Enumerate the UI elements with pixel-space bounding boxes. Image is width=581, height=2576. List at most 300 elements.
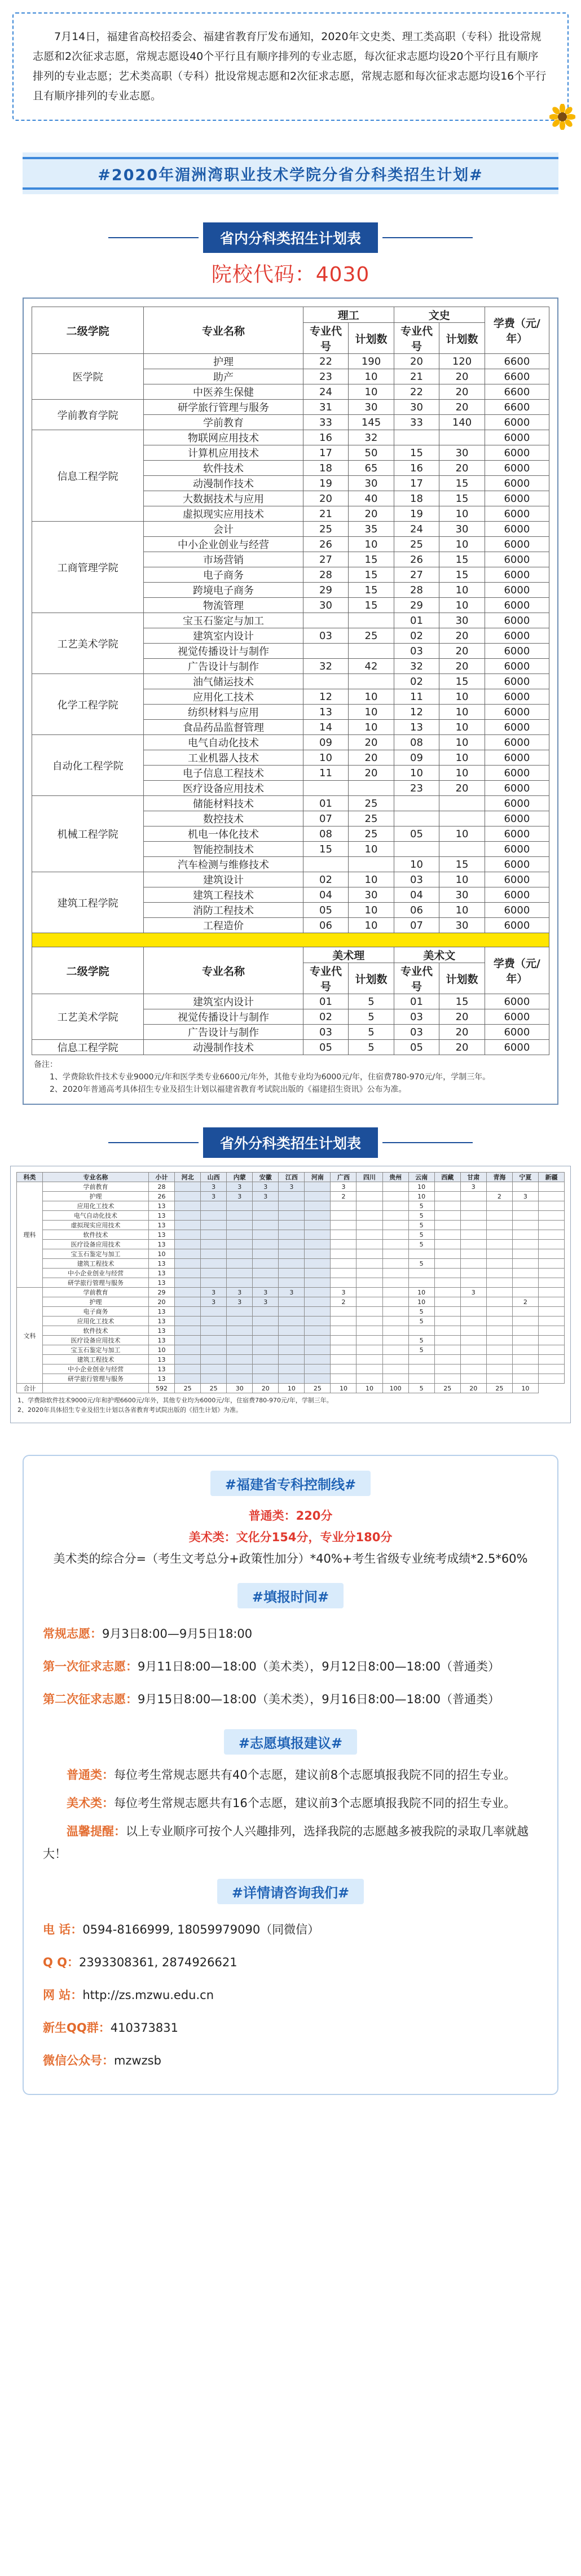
out-cell bbox=[175, 1297, 201, 1307]
out-cell bbox=[434, 1326, 460, 1336]
out-cell bbox=[460, 1307, 486, 1317]
out-cell bbox=[227, 1326, 253, 1336]
plan-fee: 6000 bbox=[485, 735, 549, 750]
plan-lit-code: 15 bbox=[394, 445, 439, 461]
out-cell: 13 bbox=[148, 1278, 174, 1288]
out-cell bbox=[331, 1317, 356, 1326]
plan-sci-code: 11 bbox=[303, 766, 349, 781]
out-cell bbox=[175, 1192, 201, 1201]
out-cell bbox=[175, 1269, 201, 1278]
out-cell bbox=[175, 1221, 201, 1230]
plan-major: 电气自动化技术 bbox=[144, 735, 303, 750]
out-cell: 13 bbox=[148, 1221, 174, 1230]
advice-value: 每位考生常规志愿共有40个志愿，建议前8个志愿填报我院不同的招生专业。 bbox=[114, 1768, 516, 1782]
out-cell bbox=[512, 1374, 538, 1384]
advice-row bbox=[43, 1764, 538, 1786]
plan-sci-code: 15 bbox=[303, 842, 349, 857]
plan-sci-code bbox=[303, 644, 349, 659]
out-cell bbox=[434, 1364, 460, 1374]
plan-lit-count: 10 bbox=[439, 903, 485, 918]
plan-major: 视觉传播设计与制作 bbox=[144, 644, 303, 659]
plan-sci-code: 17 bbox=[303, 445, 349, 461]
out-cell bbox=[538, 1278, 564, 1288]
plan-fee: 6000 bbox=[485, 628, 549, 644]
out-major: 中小企业创业与经营 bbox=[43, 1364, 149, 1374]
plan-lit-code: 33 bbox=[394, 415, 439, 430]
contact-value: 410373831 bbox=[110, 2021, 178, 2035]
art-plan-lit-code: 01 bbox=[394, 994, 439, 1009]
out-cell: 5 bbox=[408, 1336, 434, 1345]
plan-major: 工程造价 bbox=[144, 918, 303, 933]
out-cell bbox=[538, 1259, 564, 1269]
out-row bbox=[17, 1297, 565, 1307]
in-province-plan-frame bbox=[23, 298, 558, 1105]
plan-sci-code: 19 bbox=[303, 476, 349, 491]
out-col-header: 西藏 bbox=[434, 1173, 460, 1182]
out-major: 中小企业创业与经营 bbox=[43, 1269, 149, 1278]
plan-lit-count: 15 bbox=[439, 552, 485, 567]
out-row bbox=[17, 1230, 565, 1240]
out-row bbox=[17, 1201, 565, 1211]
plan-major: 物联网应用技术 bbox=[144, 430, 303, 445]
plan-fee: 6000 bbox=[485, 887, 549, 903]
out-cell bbox=[382, 1317, 408, 1326]
out-major: 虚拟现实应用技术 bbox=[43, 1221, 149, 1230]
out-cell bbox=[382, 1259, 408, 1269]
out-cell bbox=[538, 1374, 564, 1384]
out-cell bbox=[512, 1211, 538, 1221]
out-cell bbox=[460, 1278, 486, 1288]
plan-fee: 6000 bbox=[485, 796, 549, 811]
out-cell bbox=[538, 1211, 564, 1221]
out-cell bbox=[201, 1307, 227, 1317]
out-cell: 13 bbox=[148, 1307, 174, 1317]
advice-value: 每位考生常规志愿共有16个志愿，建议前3个志愿填报我院不同的招生专业。 bbox=[114, 1796, 516, 1810]
note-1: 1、学费除软件技术专业9000元/年和医学类专业6600元/年外，其他专业均为6000元/年，住宿费780-970元/年，学制三年。 bbox=[50, 1073, 491, 1082]
advice-label: 温馨提醒： bbox=[67, 1825, 126, 1838]
out-cell bbox=[356, 1221, 382, 1230]
plan-major: 建筑工程技术 bbox=[144, 887, 303, 903]
plan-sci-count: 25 bbox=[349, 811, 394, 826]
out-cell bbox=[486, 1307, 512, 1317]
out-cell bbox=[538, 1182, 564, 1192]
art-plan-sci-count: 5 bbox=[349, 1025, 394, 1040]
out-cell bbox=[538, 1326, 564, 1336]
out-cell bbox=[382, 1374, 408, 1384]
out-cell bbox=[382, 1345, 408, 1355]
out-cell bbox=[434, 1288, 460, 1297]
out-major: 医疗设备应用技术 bbox=[43, 1240, 149, 1249]
art-col-lit-count: 计划数 bbox=[439, 963, 485, 994]
out-total-cell: 10 bbox=[279, 1384, 305, 1393]
out-cell bbox=[279, 1336, 305, 1345]
plan-sci-count bbox=[349, 781, 394, 796]
plan-sci-count: 32 bbox=[349, 430, 394, 445]
plan-sci-count: 10 bbox=[349, 537, 394, 552]
out-cell bbox=[279, 1278, 305, 1288]
plan-lit-count: 10 bbox=[439, 506, 485, 522]
out-row bbox=[17, 1345, 565, 1355]
out-cell bbox=[253, 1240, 279, 1249]
out-cell bbox=[175, 1317, 201, 1326]
plan-sci-count bbox=[349, 613, 394, 628]
plan-fee: 6000 bbox=[485, 644, 549, 659]
col-college: 二级学院 bbox=[32, 307, 144, 354]
out-cell bbox=[201, 1336, 227, 1345]
out-cell bbox=[486, 1326, 512, 1336]
out-cell: 5 bbox=[408, 1201, 434, 1211]
plan-lit-count: 15 bbox=[439, 674, 485, 689]
out-cell bbox=[486, 1355, 512, 1364]
plan-sci-code: 25 bbox=[303, 522, 349, 537]
plan-fee: 6600 bbox=[485, 400, 549, 415]
out-cell bbox=[512, 1364, 538, 1374]
out-cell: 3 bbox=[227, 1182, 253, 1192]
plan-major: 智能控制技术 bbox=[144, 842, 303, 857]
out-cell bbox=[486, 1374, 512, 1384]
plan-fee: 6000 bbox=[485, 567, 549, 583]
out-cell bbox=[434, 1307, 460, 1317]
plan-sci-count: 50 bbox=[349, 445, 394, 461]
out-cell bbox=[305, 1211, 331, 1221]
out-cell bbox=[486, 1230, 512, 1240]
art-plan-major: 建筑室内设计 bbox=[144, 994, 303, 1009]
out-cell bbox=[356, 1317, 382, 1326]
plan-fee: 6000 bbox=[485, 476, 549, 491]
out-cell bbox=[331, 1259, 356, 1269]
contact-row bbox=[43, 1946, 538, 1979]
plan-lit-code: 02 bbox=[394, 674, 439, 689]
art-plan-fee: 6000 bbox=[485, 994, 549, 1009]
out-cell bbox=[356, 1278, 382, 1288]
out-cell bbox=[512, 1345, 538, 1355]
plan-sci-count: 145 bbox=[349, 415, 394, 430]
plan-fee: 6000 bbox=[485, 491, 549, 506]
out-cell bbox=[434, 1259, 460, 1269]
out-cell bbox=[538, 1230, 564, 1240]
plan-college: 自动化工程学院 bbox=[32, 735, 144, 796]
out-cell bbox=[460, 1201, 486, 1211]
out-row bbox=[17, 1278, 565, 1288]
art-plan-sci-code: 02 bbox=[303, 1009, 349, 1025]
art-line: 美术类：文化分154分，专业分180分 bbox=[188, 1530, 393, 1544]
out-cell: 13 bbox=[148, 1259, 174, 1269]
out-cell: 13 bbox=[148, 1355, 174, 1364]
out-cell bbox=[305, 1297, 331, 1307]
out-cell: 2 bbox=[331, 1192, 356, 1201]
plan-major: 计算机应用技术 bbox=[144, 445, 303, 461]
out-cell bbox=[486, 1288, 512, 1297]
school-code: 院校代码：4030 bbox=[211, 263, 370, 286]
out-cell bbox=[382, 1364, 408, 1374]
out-cell bbox=[486, 1182, 512, 1192]
sunflower-icon bbox=[549, 104, 575, 130]
plan-sci-count: 40 bbox=[349, 491, 394, 506]
out-cell bbox=[227, 1259, 253, 1269]
time-label: 第二次征求志愿： bbox=[43, 1692, 138, 1706]
out-cell bbox=[305, 1336, 331, 1345]
out-cell: 5 bbox=[408, 1307, 434, 1317]
out-cell bbox=[331, 1326, 356, 1336]
plan-fee: 6000 bbox=[485, 583, 549, 598]
plan-lit-code bbox=[394, 811, 439, 826]
plan-row bbox=[32, 400, 549, 415]
out-cell bbox=[408, 1326, 434, 1336]
out-cell bbox=[305, 1345, 331, 1355]
plan-lit-count bbox=[439, 811, 485, 826]
plan-major: 广告设计与制作 bbox=[144, 659, 303, 674]
out-cell bbox=[538, 1240, 564, 1249]
out-major: 电气自动化技术 bbox=[43, 1211, 149, 1221]
plan-sci-code: 13 bbox=[303, 705, 349, 720]
out-cell bbox=[512, 1230, 538, 1240]
out-cell bbox=[175, 1326, 201, 1336]
art-plan-major: 视觉传播设计与制作 bbox=[144, 1009, 303, 1025]
out-cell bbox=[201, 1364, 227, 1374]
out-total-cell: 25 bbox=[175, 1384, 201, 1393]
plan-major: 电子商务 bbox=[144, 567, 303, 583]
out-cell bbox=[434, 1230, 460, 1240]
out-cell bbox=[201, 1374, 227, 1384]
out-cell bbox=[331, 1269, 356, 1278]
plan-major: 软件技术 bbox=[144, 461, 303, 476]
contact-row bbox=[43, 1979, 538, 2011]
out-total-cell: 25 bbox=[486, 1384, 512, 1393]
plan-lit-code: 23 bbox=[394, 781, 439, 796]
advice-row bbox=[43, 1820, 538, 1865]
out-cell: 5 bbox=[408, 1230, 434, 1240]
out-row bbox=[17, 1192, 565, 1201]
out-cell bbox=[305, 1355, 331, 1364]
plan-major: 学前教育 bbox=[144, 415, 303, 430]
out-cell: 20 bbox=[148, 1297, 174, 1307]
intro-box bbox=[12, 12, 569, 121]
out-cell bbox=[201, 1345, 227, 1355]
out-cell: 10 bbox=[408, 1192, 434, 1201]
out-cell bbox=[279, 1221, 305, 1230]
out-cell bbox=[382, 1278, 408, 1288]
plan-sci-count: 20 bbox=[349, 766, 394, 781]
contact-row bbox=[43, 2011, 538, 2044]
plan-sci-code bbox=[303, 857, 349, 872]
out-cell bbox=[460, 1240, 486, 1249]
plan-sci-count: 15 bbox=[349, 598, 394, 613]
time-row bbox=[43, 1617, 538, 1650]
plan-sci-count: 35 bbox=[349, 522, 394, 537]
plan-sci-code: 32 bbox=[303, 659, 349, 674]
out-col-header: 四川 bbox=[356, 1173, 382, 1182]
out-cell bbox=[434, 1269, 460, 1278]
plan-college: 工艺美术学院 bbox=[32, 613, 144, 674]
contact-label: 电 话： bbox=[43, 1923, 83, 1936]
plan-row bbox=[32, 613, 549, 628]
out-cell bbox=[382, 1201, 408, 1211]
out-cell: 3 bbox=[331, 1288, 356, 1297]
plan-college: 化学工程学院 bbox=[32, 674, 144, 735]
out-cell bbox=[512, 1336, 538, 1345]
out-cell bbox=[460, 1355, 486, 1364]
time-value: 9月3日8:00—9月5日18:00 bbox=[102, 1627, 253, 1641]
contact-row bbox=[43, 1913, 538, 1946]
out-cell bbox=[253, 1278, 279, 1288]
out-cell bbox=[356, 1336, 382, 1345]
out-major: 研学旅行管理与服务 bbox=[43, 1374, 149, 1384]
plan-sci-count: 10 bbox=[349, 369, 394, 384]
out-cell bbox=[305, 1201, 331, 1211]
out-col-header: 安徽 bbox=[253, 1173, 279, 1182]
plan-fee: 6000 bbox=[485, 705, 549, 720]
out-cell bbox=[305, 1192, 331, 1201]
out-cell bbox=[512, 1307, 538, 1317]
plan-sci-code: 28 bbox=[303, 567, 349, 583]
out-cell bbox=[434, 1278, 460, 1288]
plan-lit-count bbox=[439, 796, 485, 811]
out-cell: 3 bbox=[279, 1182, 305, 1192]
out-cell bbox=[382, 1230, 408, 1240]
plan-college: 机械工程学院 bbox=[32, 796, 144, 872]
out-cell: 5 bbox=[408, 1259, 434, 1269]
art-col-sci-code: 专业代号 bbox=[303, 963, 349, 994]
out-cell bbox=[175, 1307, 201, 1317]
out-cell bbox=[408, 1269, 434, 1278]
plan-fee: 6000 bbox=[485, 598, 549, 613]
out-cell bbox=[201, 1240, 227, 1249]
out-cell bbox=[356, 1259, 382, 1269]
out-cell: 2 bbox=[331, 1297, 356, 1307]
plan-lit-count: 30 bbox=[439, 522, 485, 537]
contact-label: 新生QQ群： bbox=[43, 2021, 111, 2035]
out-cell: 3 bbox=[253, 1297, 279, 1307]
plan-lit-count: 20 bbox=[439, 628, 485, 644]
out-col-header: 河南 bbox=[305, 1173, 331, 1182]
out-cell bbox=[331, 1355, 356, 1364]
plan-lit-code: 07 bbox=[394, 918, 439, 933]
plan-lit-count: 10 bbox=[439, 735, 485, 750]
plan-sci-code bbox=[303, 613, 349, 628]
note-label: 备注： bbox=[34, 1060, 58, 1069]
art-formula: 美术类的综合分=（考生文考总分+政策性加分）*40%+考生省级专业统考成绩*2.5*60% bbox=[53, 1552, 528, 1565]
out-major: 软件技术 bbox=[43, 1230, 149, 1240]
time-value: 9月11日8:00—18:00（美术类），9月12日8:00—18:00（普通类） bbox=[138, 1660, 500, 1673]
out-row bbox=[17, 1374, 565, 1384]
plan-banner bbox=[23, 152, 558, 194]
out-cell bbox=[434, 1317, 460, 1326]
out-cell bbox=[382, 1355, 408, 1364]
out-cell bbox=[356, 1201, 382, 1211]
out-category: 理科 bbox=[17, 1182, 43, 1288]
plan-fee: 6000 bbox=[485, 689, 549, 705]
out-cell: 3 bbox=[253, 1288, 279, 1297]
out-cell bbox=[408, 1374, 434, 1384]
general-line: 普通类：220分 bbox=[248, 1509, 333, 1523]
out-total-cell: 20 bbox=[460, 1384, 486, 1393]
out-cell bbox=[382, 1326, 408, 1336]
out-cell bbox=[538, 1192, 564, 1201]
out-cell: 10 bbox=[148, 1249, 174, 1259]
out-cell bbox=[434, 1336, 460, 1345]
plan-fee: 6000 bbox=[485, 659, 549, 674]
out-cell bbox=[434, 1221, 460, 1230]
out-cell: 2 bbox=[512, 1297, 538, 1307]
out-cell bbox=[175, 1278, 201, 1288]
out-cell: 13 bbox=[148, 1211, 174, 1221]
out-cell bbox=[356, 1288, 382, 1297]
out-cell bbox=[538, 1355, 564, 1364]
out-cell bbox=[253, 1326, 279, 1336]
out-col-header: 云南 bbox=[408, 1173, 434, 1182]
plan-lit-code: 04 bbox=[394, 887, 439, 903]
plan-sci-count: 10 bbox=[349, 903, 394, 918]
plan-sci-code: 22 bbox=[303, 354, 349, 369]
plan-lit-count: 20 bbox=[439, 384, 485, 400]
plan-sci-count: 15 bbox=[349, 567, 394, 583]
plan-fee: 6000 bbox=[485, 842, 549, 857]
out-cell bbox=[279, 1201, 305, 1211]
out-cell bbox=[538, 1201, 564, 1211]
out-cell bbox=[538, 1317, 564, 1326]
out-cell: 26 bbox=[148, 1192, 174, 1201]
plan-sci-code: 27 bbox=[303, 552, 349, 567]
out-cell bbox=[279, 1345, 305, 1355]
out-major: 宝玉石鉴定与加工 bbox=[43, 1249, 149, 1259]
out-note-1: 1、学费除软件技术9000元/年和护理6600元/年外，其他专业均为6000元/年，住宿费780-970元/年，学制三年。 bbox=[17, 1397, 333, 1404]
out-cell bbox=[460, 1269, 486, 1278]
out-row bbox=[17, 1326, 565, 1336]
plan-major: 研学旅行管理与服务 bbox=[144, 400, 303, 415]
plan-lit-code: 27 bbox=[394, 567, 439, 583]
plan-sci-count: 10 bbox=[349, 720, 394, 735]
plan-sci-code: 18 bbox=[303, 461, 349, 476]
plan-lit-code: 12 bbox=[394, 705, 439, 720]
plan-college: 医学院 bbox=[32, 354, 144, 400]
out-cell bbox=[279, 1364, 305, 1374]
plan-lit-code: 09 bbox=[394, 750, 439, 766]
plan-sci-code bbox=[303, 674, 349, 689]
out-cell bbox=[253, 1230, 279, 1240]
out-cell: 13 bbox=[148, 1317, 174, 1326]
plan-lit-code bbox=[394, 796, 439, 811]
plan-lit-count: 30 bbox=[439, 613, 485, 628]
plan-sci-code: 30 bbox=[303, 598, 349, 613]
plan-fee: 6000 bbox=[485, 826, 549, 842]
art-plan-sci-code: 05 bbox=[303, 1040, 349, 1055]
out-cell bbox=[434, 1249, 460, 1259]
plan-lit-count: 15 bbox=[439, 476, 485, 491]
out-cell bbox=[201, 1326, 227, 1336]
out-total-cell: 25 bbox=[434, 1384, 460, 1393]
out-cell: 3 bbox=[227, 1297, 253, 1307]
out-cell bbox=[253, 1249, 279, 1259]
out-cell bbox=[356, 1240, 382, 1249]
plan-lit-code: 08 bbox=[394, 735, 439, 750]
art-plan-sci-count: 5 bbox=[349, 994, 394, 1009]
plan-major: 应用化工技术 bbox=[144, 689, 303, 705]
art-plan-major: 动漫制作技术 bbox=[144, 1040, 303, 1055]
out-cell bbox=[331, 1345, 356, 1355]
plan-fee: 6000 bbox=[485, 430, 549, 445]
out-cell bbox=[356, 1364, 382, 1374]
plan-lit-count: 20 bbox=[439, 644, 485, 659]
out-cell bbox=[305, 1269, 331, 1278]
plan-sci-count: 30 bbox=[349, 400, 394, 415]
out-cell bbox=[486, 1211, 512, 1221]
out-cell bbox=[201, 1355, 227, 1364]
out-cell bbox=[434, 1355, 460, 1364]
plan-fee: 6600 bbox=[485, 354, 549, 369]
plan-fee: 6000 bbox=[485, 857, 549, 872]
plan-lit-code: 01 bbox=[394, 613, 439, 628]
out-cell bbox=[408, 1249, 434, 1259]
